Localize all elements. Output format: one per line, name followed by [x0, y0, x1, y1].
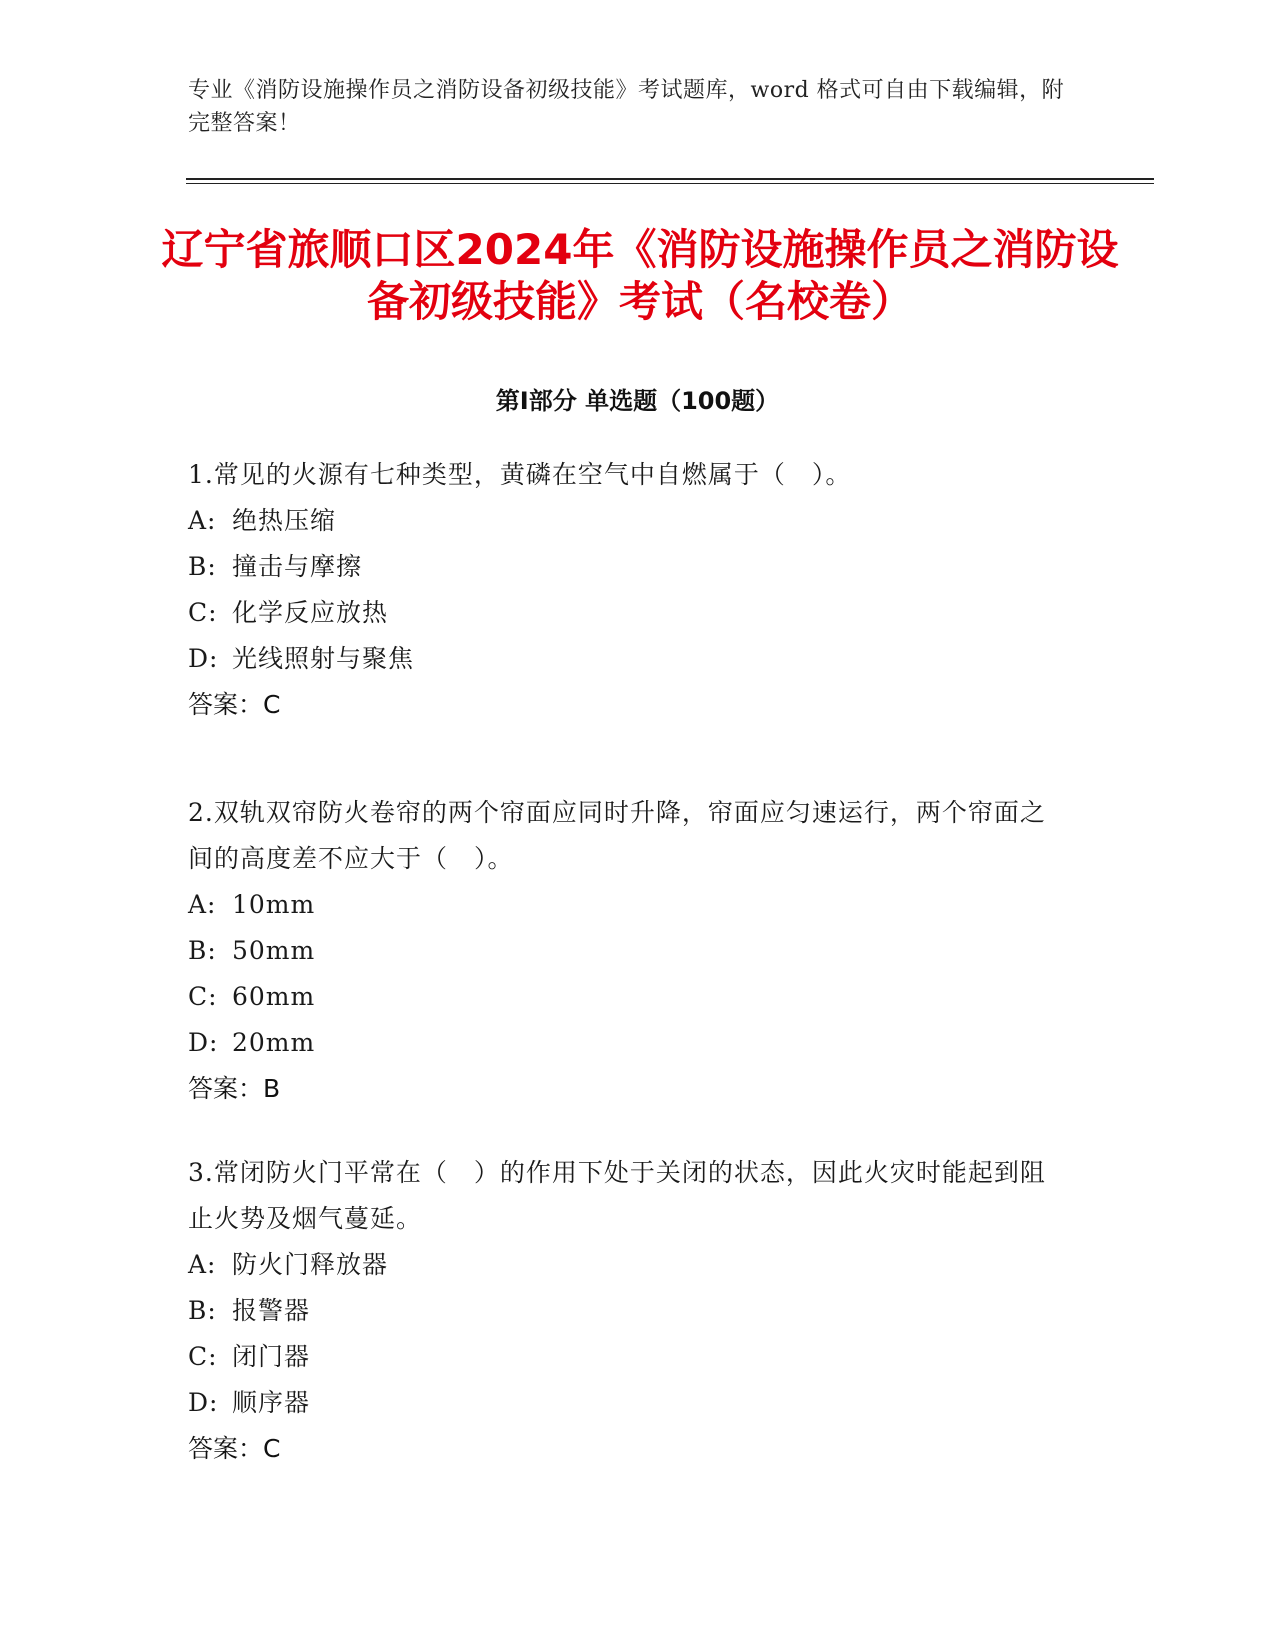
header-divider-thick [186, 178, 1154, 180]
option-text: 顺序器 [232, 1388, 311, 1417]
option-letter: A: [188, 1250, 217, 1279]
header-note: 专业《消防设施操作员之消防设备初级技能》考试题库，word 格式可自由下载编辑，附完整答案！ [188, 78, 1065, 136]
option-a [188, 882, 1068, 928]
question-3 [188, 1150, 1068, 1472]
header-divider-thin [186, 183, 1154, 184]
option-text: 光线照射与聚焦 [232, 644, 415, 673]
option-b [188, 1288, 1068, 1334]
answer: 答案：B [188, 1074, 281, 1103]
option-letter: C: [188, 598, 218, 627]
option-text: 防火门释放器 [232, 1250, 389, 1279]
option-c [188, 590, 1068, 636]
document-title: 辽宁省旅顺口区2024年《消防设施操作员之消防设备初级技能》考试（名校卷） [161, 225, 1119, 326]
option-letter: B: [188, 552, 217, 581]
option-letter: B: [188, 1296, 217, 1325]
question-stem: 1.常见的火源有七种类型，黄磷在空气中自燃属于（ ）。 [188, 460, 852, 489]
option-letter: A: [188, 506, 217, 535]
answer: 答案：C [188, 690, 281, 719]
question-2 [188, 790, 1068, 1112]
option-c [188, 974, 1068, 1020]
section-title: 第Ⅰ部分 单选题（100题） [495, 387, 780, 415]
option-b [188, 928, 1068, 974]
option-a [188, 1242, 1068, 1288]
option-letter: A: [188, 890, 217, 919]
option-text: 10mm [232, 890, 316, 919]
option-c [188, 1334, 1068, 1380]
option-d [188, 1380, 1068, 1426]
option-d [188, 1020, 1068, 1066]
option-letter: C: [188, 982, 218, 1011]
option-text: 报警器 [232, 1296, 311, 1325]
option-a [188, 498, 1068, 544]
question-stem: 3.常闭防火门平常在（ ）的作用下处于关闭的状态，因此火灾时能起到阻止火势及烟气蔓延。 [188, 1158, 1046, 1233]
option-text: 绝热压缩 [232, 506, 337, 535]
answer: 答案：C [188, 1434, 281, 1463]
option-letter: D: [188, 1028, 219, 1057]
option-letter: B: [188, 936, 217, 965]
option-text: 化学反应放热 [232, 598, 389, 627]
option-text: 闭门器 [232, 1342, 311, 1371]
option-text: 撞击与摩擦 [232, 552, 363, 581]
option-letter: D: [188, 644, 219, 673]
option-letter: D: [188, 1388, 219, 1417]
question-stem: 2.双轨双帘防火卷帘的两个帘面应同时升降，帘面应匀速运行，两个帘面之间的高度差不应大于（ ）。 [188, 798, 1046, 873]
option-text: 60mm [232, 982, 316, 1011]
option-d [188, 636, 1068, 682]
option-text: 50mm [232, 936, 316, 965]
question-1 [188, 452, 1068, 728]
option-text: 20mm [232, 1028, 316, 1057]
option-letter: C: [188, 1342, 218, 1371]
option-b [188, 544, 1068, 590]
